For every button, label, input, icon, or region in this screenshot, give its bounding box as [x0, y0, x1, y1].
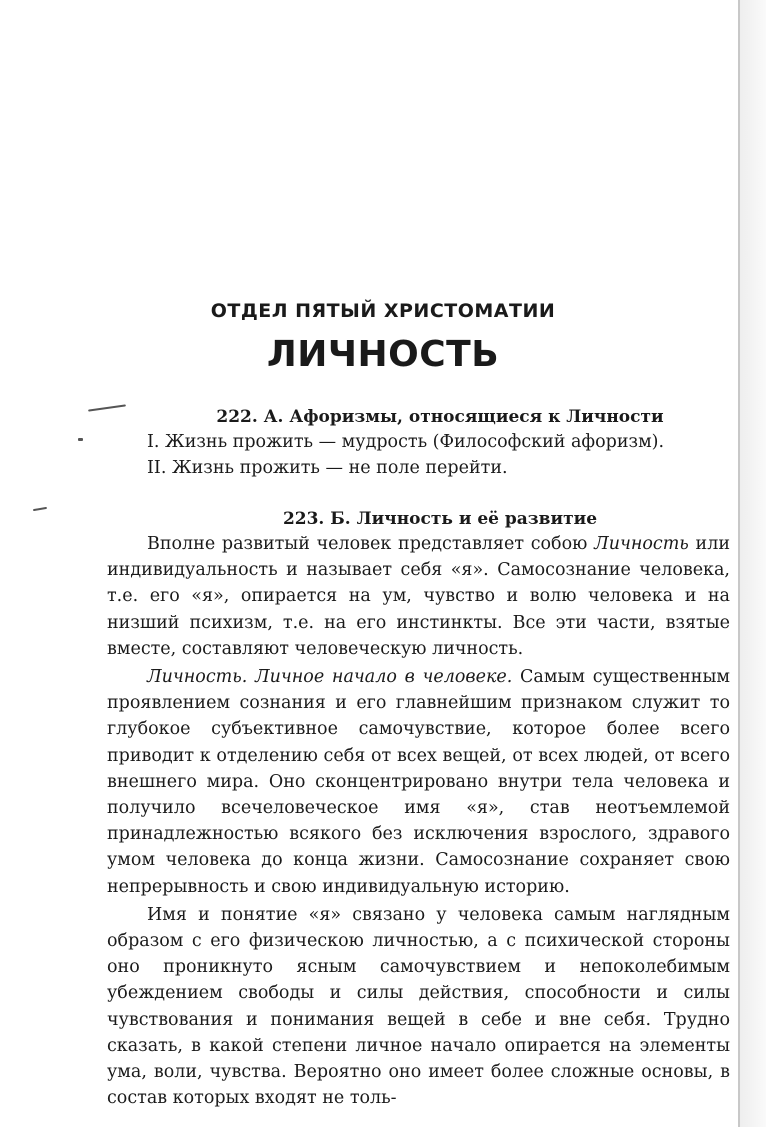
paragraph-2-italic: Личность. Личное начало в человеке. [147, 667, 513, 688]
paragraph-1-text-b: или индивидуальность и называет себя «я». Самосознание человека, т.е. его «я», опирается на ум, чувство и волю человека и на низший психизм, т.е. на его инстинкты. Все эти части, взятые вместе, составляют человеческую личность. [107, 534, 731, 659]
paragraph-3: Имя и понятие «я» связано у человека самым наглядным образом с его физическою личностью, а с психической стороны оно проникнуто ясным самочувствием и непоколебимым убеждением свободы и силы действия, способности и силы чувствования и понимания вещей в себе и вне себя. Трудно сказать, в какой степени личное начало опирается на элементы ума, воли, чувства. Вероятно оно имеет более сложные основы, в состав которых входят не толь- [107, 904, 730, 1109]
page-edge-line [738, 0, 740, 1127]
paragraph-2-text: Самым существенным проявлением сознания и его главнейшим признаком служит то глубокое субъективное самочувствие, которое более всего приводит к отделению себя от всех вещей, от всех людей, от всего внешнего мира. Оно сконцентрировано внутри тела человека и получило всечеловеческое имя «я», став неотъемлемой принадлежностью всякого без исключения взрослого, здравого умом человека до конца жизни. Самосознание сохраняет свою непрерывность и свою индивидуальную историю. [107, 667, 730, 897]
scan-mark [33, 507, 47, 511]
scan-mark [78, 438, 83, 441]
paragraph-1 [107, 531, 730, 662]
paragraph-1-italic: Личность [594, 534, 689, 554]
chapter-title: ЛИЧНОСТЬ [266, 334, 500, 375]
page-margin-shadow [740, 0, 766, 1127]
paragraph-2 [107, 664, 730, 900]
part-supertitle: ОТДЕЛ ПЯТЫЙ ХРИСТОМАТИИ [210, 300, 556, 322]
aphorism-1: I. Жизнь прожить — мудрость (Философский афоризм). [147, 432, 665, 452]
paragraph-1-text-a: Вполне развитый человек представляет собою [147, 534, 595, 554]
scan-mark [88, 404, 126, 411]
section-222-heading: 222. А. Афоризмы, относящиеся к Личности [216, 407, 664, 427]
section-223-heading: 223. Б. Личность и её развитие [282, 509, 598, 529]
aphorism-2: II. Жизнь прожить — не поле перейти. [147, 458, 508, 478]
section-223-body [107, 531, 730, 1111]
